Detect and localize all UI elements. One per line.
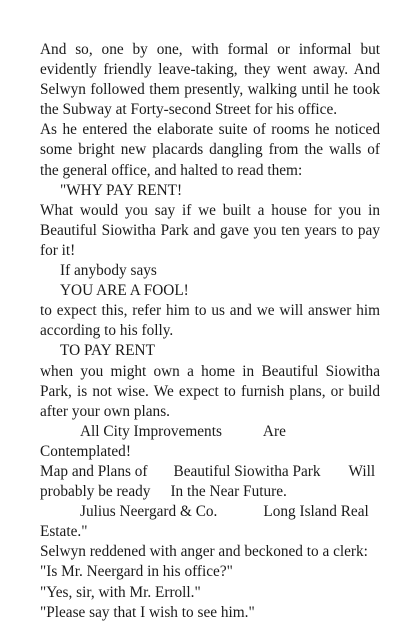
placard-near-future: In the Near Future. bbox=[170, 483, 287, 501]
placard-contemplated: Are Contemplated! bbox=[40, 422, 286, 460]
book-page bbox=[40, 40, 380, 623]
placard-heading-to-pay-rent: TO PAY RENT bbox=[60, 342, 155, 360]
placard-line-5: Estate." bbox=[40, 523, 88, 541]
placard-company-name: Julius Neergard & Co. bbox=[80, 503, 218, 521]
paragraph-office-entry: As he entered the elaborate suite of rooms he noticed some bright new placards dangling from the walls of the general office, and halted to read them: bbox=[40, 121, 380, 179]
placard-line-2 bbox=[40, 462, 380, 482]
dialogue-yes-sir: "Yes, sir, with Mr. Erroll." bbox=[40, 583, 201, 601]
placard-heading-why-pay-rent: "WHY PAY RENT! bbox=[60, 181, 183, 199]
placard-will: Will bbox=[348, 462, 376, 480]
paragraph-leave-taking: And so, one by one, with formal or informal but evidently friendly leave-taking, they went away. And Selwyn followed them presently, walking until he took the Subway at Forty-second Street for his office. bbox=[40, 41, 380, 119]
placard-long-island: Long Island Real bbox=[263, 503, 369, 521]
paragraph-selwyn-reddened: Selwyn reddened with anger and beckoned to a clerk: bbox=[40, 543, 368, 561]
dialogue-please-say: "Please say that I wish to see him." bbox=[40, 603, 255, 621]
placard-line-3 bbox=[40, 482, 380, 502]
paragraph-if-anybody-says: If anybody says bbox=[60, 262, 157, 280]
placard-probably-ready: probably be ready bbox=[40, 483, 151, 501]
placard-improvements: All City Improvements bbox=[80, 422, 222, 440]
paragraph-own-a-home: when you might own a home in Beautiful Siowitha Park, is not wise. We expect to furnish plans, or build after your own plans. bbox=[40, 362, 380, 420]
placard-map-and-plans: Map and Plans of bbox=[40, 462, 148, 480]
dialogue-is-neergard-in: "Is Mr. Neergard in his office?" bbox=[40, 563, 233, 581]
placard-line-1 bbox=[40, 422, 380, 462]
placard-line-4 bbox=[40, 502, 380, 522]
paragraph-refer-him: to expect this, refer him to us and we will answer him according to his folly. bbox=[40, 302, 380, 340]
placard-footer bbox=[40, 422, 380, 543]
placard-heading-you-are-a-fool: YOU ARE A FOOL! bbox=[60, 282, 189, 300]
placard-park-name: Beautiful Siowitha Park bbox=[173, 462, 321, 480]
paragraph-house-offer: What would you say if we built a house for you in Beautiful Siowitha Park and gave you ten years to pay for it! bbox=[40, 201, 380, 259]
